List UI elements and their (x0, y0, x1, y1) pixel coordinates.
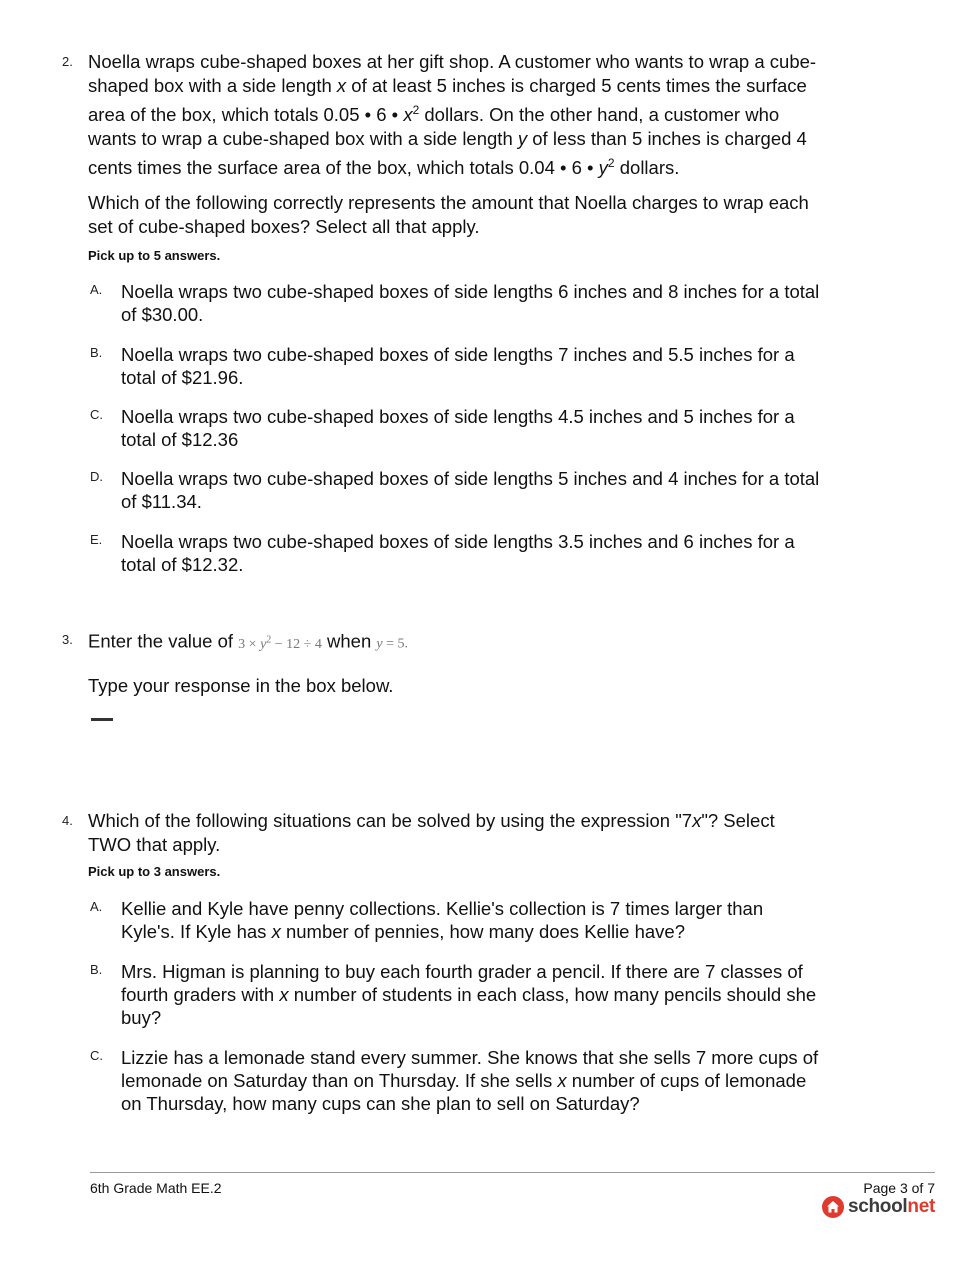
question-stem (88, 628, 828, 698)
question-prompt: Which of the following correctly represents the amount that Noella charges to wrap each set of cube-shaped boxes? Select all that apply. (88, 192, 809, 238)
option-text: Noella wraps two cube-shaped boxes of side lengths 7 inches and 5.5 inches for a total of $21.96. (121, 344, 795, 388)
option-letter: E. (90, 532, 103, 547)
footer-divider (90, 1172, 935, 1173)
question-paragraph: Enter the value of $3 \times y^2 - 12 \div 4$ when y = 5. (88, 630, 409, 652)
house-icon (822, 1196, 844, 1218)
response-instruction: Type your response in the box below. (88, 674, 394, 696)
question-number: 2. (62, 54, 73, 69)
option-text: Lizzie has a lemonade stand every summer. She knows that she sells 7 more cups of lemonade on Saturday than on Thursday. If she sells x number of cups of lemonade on Thursday, how many cups can she plan to sell on Saturday? (121, 1047, 819, 1114)
option-letter: B. (90, 962, 103, 977)
option-text: Noella wraps two cube-shaped boxes of side lengths 6 inches and 8 inches for a total of $30.00. (121, 281, 820, 325)
question-paragraph: Noella wraps cube-shaped boxes at her gift shop. A customer who wants to wrap a cube-shaped box with a side length x of at least 5 inches is charged 5 cents times the surface area of the box, which totals 0.05 • 6 • $x^2$ dollars. On the other hand, a customer who wants to wrap a cube-shaped box with a side length y of less than 5 inches is charged 4 cents times the surface area of the box, which totals 0.04 • 6 • $y^2$ dollars. (88, 51, 817, 179)
question-stem (88, 809, 788, 857)
option-letter: D. (90, 469, 103, 484)
page-number: Page 3 of 7 (863, 1180, 935, 1196)
option-letter: A. (90, 282, 103, 297)
option-text: Noella wraps two cube-shaped boxes of side lengths 5 inches and 4 inches for a total of $11.34. (121, 468, 820, 512)
option-letter: C. (90, 407, 103, 422)
math-expression: $3 \times y^2 - 12 \div 4$ (238, 634, 322, 652)
response-input[interactable] (91, 718, 113, 721)
question-stem (88, 50, 828, 239)
logo-text: schoolnet (847, 1196, 935, 1217)
document-title: 6th Grade Math EE.2 (90, 1180, 222, 1196)
option-text: Kellie and Kyle have penny collections. Kellie's collection is 7 times larger than Kyle's. If Kyle has x number of pennies, how many does Kellie have? (121, 898, 764, 942)
option-text: Mrs. Higman is planning to buy each fourth grader a pencil. If there are 7 classes of fourth graders with x number of students in each class, how many pencils should she buy? (121, 961, 817, 1028)
math-condition: y = 5. (376, 636, 409, 652)
option-text: Noella wraps two cube-shaped boxes of side lengths 4.5 inches and 5 inches for a total of $12.36 (121, 406, 795, 450)
option-letter: C. (90, 1048, 103, 1063)
option-text: Noella wraps two cube-shaped boxes of side lengths 3.5 inches and 6 inches for a total of $12.32. (121, 531, 795, 575)
option-letter: B. (90, 345, 103, 360)
option-letter: A. (90, 899, 103, 914)
question-number: 4. (62, 813, 73, 828)
question-paragraph: Which of the following situations can be solved by using the expression "7x"? Select TWO that apply. (88, 810, 775, 855)
pick-hint: Pick up to 5 answers. (88, 248, 221, 263)
question-number: 3. (62, 632, 73, 647)
pick-hint: Pick up to 3 answers. (88, 864, 221, 879)
schoolnet-logo (822, 1196, 935, 1218)
